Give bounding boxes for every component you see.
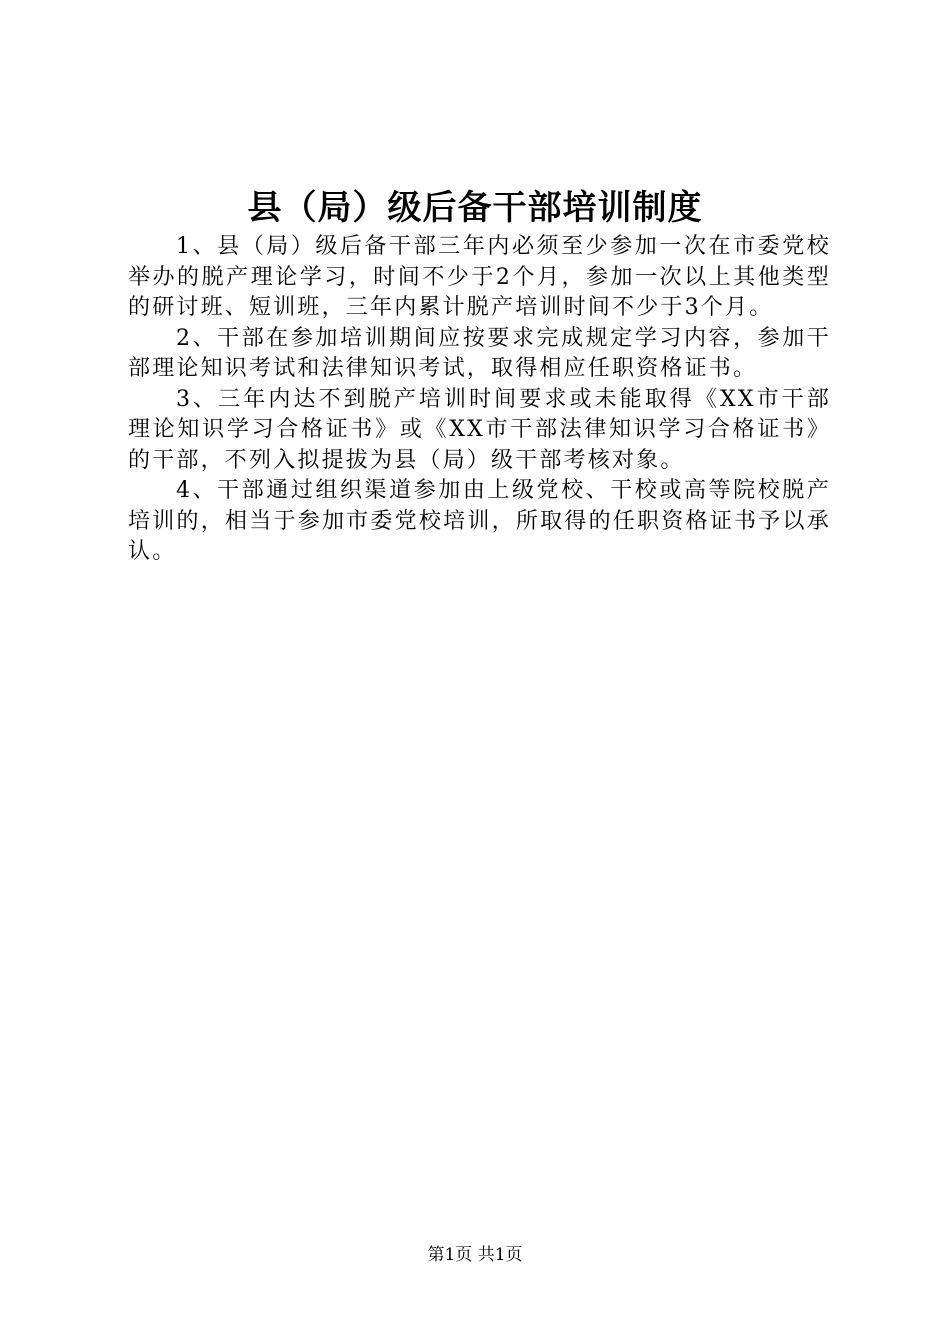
page-footer: 第1页 共1页	[427, 1245, 523, 1265]
paragraph-1: 1、县（局）级后备干部三年内必须至少参加一次在市委党校举办的脱产理论学习，时间不少于2个月，参加一次以上其他类型的研讨班、短训班，三年内累计脱产培训时间不少于3个月。	[128, 234, 831, 320]
document-body	[128, 232, 831, 568]
paragraph-3: 3、三年内达不到脱产培训时间要求或未能取得《XX市干部理论知识学习合格证书》或《XX市干部法律知识学习合格证书》的干部，不列入拟提拔为县（局）级干部考核对象。	[128, 386, 831, 473]
paragraph-2: 2、干部在参加培训期间应按要求完成规定学习内容，参加干部理论知识考试和法律知识考试，取得相应任职资格证书。	[128, 325, 831, 381]
document-title: 县（局）级后备干部培训制度	[247, 188, 703, 228]
paragraph-4: 4、干部通过组织渠道参加由上级党校、干校或高等院校脱产培训的，相当于参加市委党校培训，所取得的任职资格证书予以承认。	[128, 478, 831, 564]
